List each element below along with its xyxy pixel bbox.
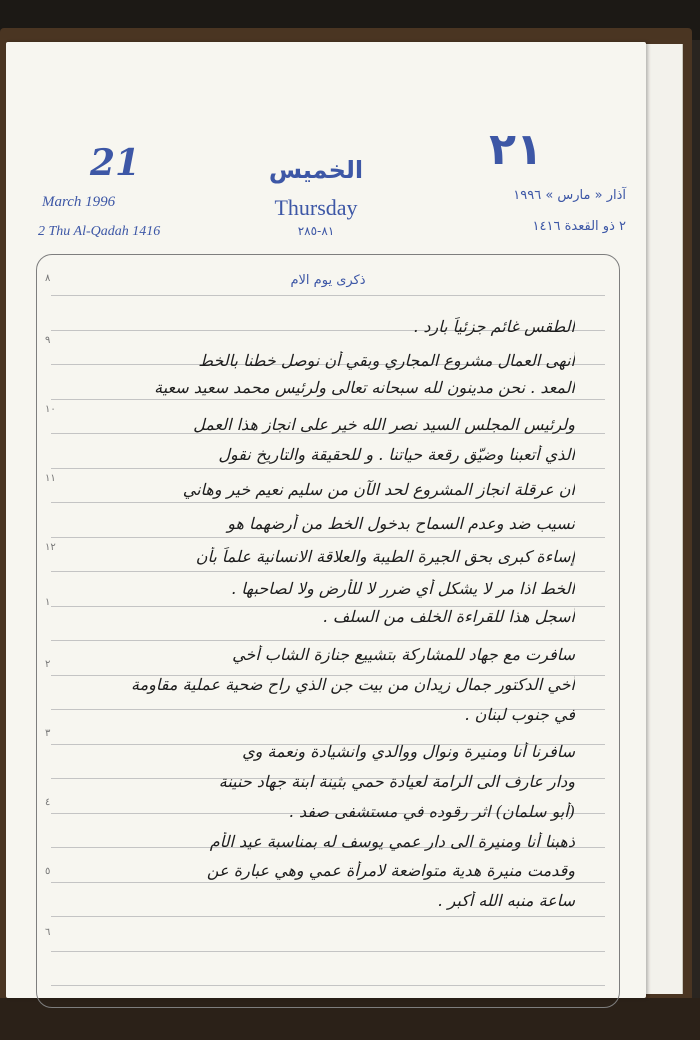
handwritten-line: في جنوب لبنان . (464, 705, 575, 724)
ruled-line (51, 468, 605, 469)
handwritten-line: سافرنا أنا ومنيرة ونوال ووالدي وانشيادة ونعمة وي (242, 742, 575, 761)
handwritten-line: ان عرقلة انجاز المشروع لحد الآن من سليم نعيم خير وهاني (182, 480, 575, 499)
hour-label: ٣ (45, 728, 51, 739)
handwritten-line: ذهبنا أنا ومنيرة الى دار عمي يوسف له بمناسبة عيد الأم (209, 832, 575, 851)
handwritten-line: أسجل هذا للقراءة الخلف من السلف . (322, 607, 575, 626)
entry-title: ذكرى يوم الام (290, 273, 366, 288)
ruled-line (51, 882, 605, 883)
handwritten-line: ولرئيس المجلس السيد نصر الله خير على انجاز هذا العمل (193, 415, 575, 434)
hijri-date-arabic: ٢ ذو القعدة ١٤١٦ (532, 219, 626, 234)
day-of-year-arabic: ٨١-٢٨٥ (297, 224, 335, 238)
handwritten-line: الخط اذا مر لا يشكل أي ضرر لا للأرض ولا لصاحبها . (231, 579, 575, 598)
weekday-english: Thursday (274, 195, 358, 220)
handwritten-line: الطقس غائم جزئياً بارد . (413, 317, 575, 336)
handwritten-line: المعد . نحن مدينون لله سبحانه تعالى ولرئيس محمد سعيد سعية (154, 378, 575, 397)
hour-label: ٢ (45, 659, 51, 670)
handwritten-line: ساعة منبه الله أكبر . (437, 891, 575, 910)
month-year-arabic: آذار « مارس » ١٩٩٦ (513, 188, 626, 203)
ruled-line (51, 916, 605, 917)
ruled-line (51, 537, 605, 538)
hour-label: ٦ (45, 927, 51, 938)
ruled-line (51, 640, 605, 641)
handwritten-line: أخي الدكتور جمال زيدان من بيت جن الذي راح ضحية عملية مقاومة (131, 675, 575, 694)
ruled-line (51, 295, 605, 296)
hour-label: ٥ (45, 866, 51, 877)
diary-page (6, 42, 646, 998)
ruled-line (51, 985, 605, 986)
hour-label: ٩ (45, 335, 51, 346)
day-number-latin: 21 (90, 142, 141, 184)
ruled-line (51, 951, 605, 952)
handwritten-line: سافرت مع جهاد للمشاركة بتشييع جنازة الشاب أخي (232, 645, 575, 664)
handwritten-line: الذي أتعبنا وضيّق رقعة حياتنا . و للحقيقة والتاريخ نقول (218, 445, 575, 464)
hour-label: ١٠ (45, 404, 56, 415)
handwritten-line: أنهى العمال مشروع المجاري وبقي أن نوصل خطنا بالخط (198, 351, 575, 370)
handwritten-line: إساءة كبرى بحق الجيرة الطيبة والعلاقة الانسانية علماً بأن (195, 547, 575, 566)
hour-label: ١ (45, 597, 51, 608)
handwritten-line: وقدمت منيرة هدية متواضعة لامرأة عمي وهي عبارة عن (206, 861, 575, 880)
hour-label: ٤ (45, 797, 51, 808)
hour-label: ١١ (45, 473, 56, 484)
hijri-date-latin: 2 Thu Al-Qadah 1416 (38, 224, 161, 239)
entry-box (36, 254, 620, 1008)
handwritten-line: ودار عارف الى الرامة لعيادة حمي بثينة ابنة جهاد حنينة (218, 772, 575, 791)
ruled-line (51, 571, 605, 572)
month-year-latin: March 1996 (42, 194, 116, 210)
ruled-line (51, 399, 605, 400)
handwritten-line: (أبو سلمان) اثر رقوده في مستشفى صفد . (288, 802, 575, 821)
handwritten-line: نسيب ضد وعدم السماح بدخول الخط من أرضهما هو (227, 514, 575, 533)
hour-label: ١٢ (45, 542, 56, 553)
weekday-arabic: الخميس (268, 156, 364, 184)
ruled-line (51, 502, 605, 503)
day-number-arabic: ٢١ (489, 124, 543, 175)
hour-label: ٨ (45, 273, 51, 284)
